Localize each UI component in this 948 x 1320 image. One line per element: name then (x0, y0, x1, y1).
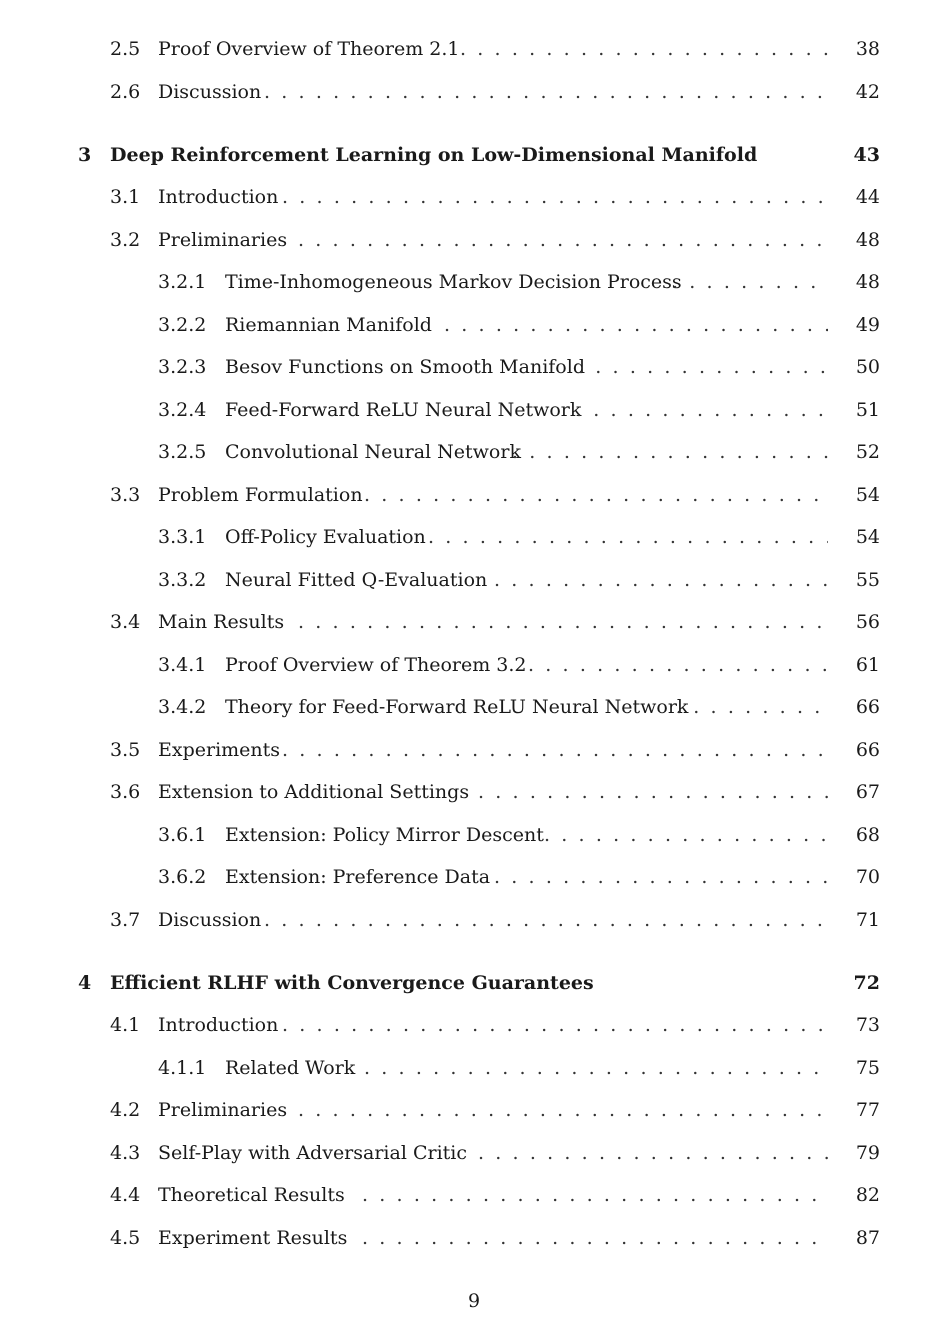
toc-number: 4.5 (110, 1227, 141, 1249)
toc-title: Experiments (158, 739, 281, 761)
toc-leader-dots (578, 352, 828, 382)
toc-entry-section[interactable] (0, 735, 948, 765)
toc-title: Preliminaries (158, 1099, 288, 1121)
toc-entry-section[interactable] (0, 1180, 948, 1210)
toc-page: 50 (855, 356, 880, 378)
toc-leader-dots (528, 650, 828, 680)
toc-leader-dots (428, 522, 828, 552)
toc-page: 75 (855, 1057, 880, 1079)
toc-title: Neural Fitted Q-Evaluation (225, 569, 488, 591)
toc-page: 66 (855, 739, 880, 761)
toc-number: 3.5 (110, 739, 141, 761)
toc-page: 82 (855, 1184, 880, 1206)
toc-leader-dots (444, 310, 828, 340)
toc-page: 54 (855, 526, 880, 548)
toc-page: 42 (855, 81, 880, 103)
toc-number: 2.6 (110, 81, 141, 103)
toc-entry-chapter[interactable] (0, 140, 948, 170)
toc-entry-subsection[interactable] (0, 522, 948, 552)
toc-number: 3.4.2 (158, 696, 207, 718)
toc-chapter-number: 4 (78, 972, 92, 994)
toc-entry-section[interactable] (0, 1138, 948, 1168)
toc-page: 38 (855, 38, 880, 60)
toc-title: Riemannian Manifold (225, 314, 432, 336)
toc-leader-dots (282, 735, 828, 765)
toc-title: Theoretical Results (158, 1184, 345, 1206)
toc-leader-dots (494, 862, 828, 892)
toc-page: 43 (853, 144, 880, 166)
toc-title: Besov Functions on Smooth Manifold (225, 356, 585, 378)
toc-title: Extension: Policy Mirror Descent (225, 824, 544, 846)
toc-entry-subsection[interactable] (0, 820, 948, 850)
toc-entry-section[interactable] (0, 777, 948, 807)
toc-number: 3.1 (110, 186, 141, 208)
toc-entry-section[interactable] (0, 77, 948, 107)
toc-number: 4.4 (110, 1184, 141, 1206)
toc-entry-subsection[interactable] (0, 267, 948, 297)
toc-leader-dots (478, 777, 828, 807)
toc-title: Proof Overview of Theorem 3.2 (225, 654, 527, 676)
toc-entry-subsection[interactable] (0, 395, 948, 425)
toc-title: Experiment Results (158, 1227, 348, 1249)
toc-number: 2.5 (110, 38, 141, 60)
toc-leader-dots (282, 1010, 828, 1040)
toc-page: 70 (855, 866, 880, 888)
toc-number: 3.4.1 (158, 654, 207, 676)
toc-page: 68 (855, 824, 880, 846)
toc-entry-section[interactable] (0, 182, 948, 212)
toc-entry-section[interactable] (0, 607, 948, 637)
toc-number: 4.3 (110, 1142, 141, 1164)
toc-entry-chapter[interactable] (0, 968, 948, 998)
toc-entry-section[interactable] (0, 225, 948, 255)
toc-entry-subsection[interactable] (0, 352, 948, 382)
toc-leader-dots (364, 480, 828, 510)
toc-entry-subsection[interactable] (0, 692, 948, 722)
toc-title: Feed-Forward ReLU Neural Network (225, 399, 582, 421)
toc-chapter-title: Deep Reinforcement Learning on Low-Dimensional Manifold (110, 144, 758, 166)
toc-title: Theory for Feed-Forward ReLU Neural Network (225, 696, 689, 718)
toc-chapter-number: 3 (78, 144, 92, 166)
toc-leader-dots (676, 692, 828, 722)
toc-leader-dots (264, 905, 828, 935)
toc-title: Convolutional Neural Network (225, 441, 521, 463)
toc-number: 3.2.1 (158, 271, 207, 293)
toc-page: 56 (855, 611, 880, 633)
toc-leader-dots (460, 34, 828, 64)
toc-page: 72 (853, 972, 880, 994)
toc-leader-dots (672, 267, 828, 297)
toc-title: Proof Overview of Theorem 2.1 (158, 38, 460, 60)
toc-number: 4.2 (110, 1099, 141, 1121)
toc-page: 51 (855, 399, 880, 421)
toc-leader-dots (282, 182, 828, 212)
toc-title: Time-Inhomogeneous Markov Decision Process (225, 271, 682, 293)
toc-leader-dots (512, 437, 828, 467)
toc-title: Introduction (158, 186, 279, 208)
toc-entry-subsection[interactable] (0, 1053, 948, 1083)
toc-page: 73 (855, 1014, 880, 1036)
toc-entry-subsection[interactable] (0, 310, 948, 340)
toc-entry-subsection[interactable] (0, 437, 948, 467)
toc-number: 3.2.3 (158, 356, 207, 378)
toc-number: 3.3.1 (158, 526, 207, 548)
toc-entry-section[interactable] (0, 34, 948, 64)
toc-number: 3.6.1 (158, 824, 207, 846)
toc-leader-dots (298, 1095, 828, 1125)
toc-page: 48 (855, 271, 880, 293)
toc-chapter-title: Efficient RLHF with Convergence Guarantees (110, 972, 594, 994)
toc-number: 4.1 (110, 1014, 141, 1036)
toc-entry-section[interactable] (0, 480, 948, 510)
toc-entry-section[interactable] (0, 1223, 948, 1253)
toc-number: 3.2.2 (158, 314, 207, 336)
toc-number: 3.2.5 (158, 441, 207, 463)
toc-entry-subsection[interactable] (0, 650, 948, 680)
toc-number: 3.2 (110, 229, 141, 251)
toc-leader-dots (494, 565, 828, 595)
toc-leader-dots (544, 820, 828, 850)
toc-page: 79 (855, 1142, 880, 1164)
toc-title: Extension to Additional Settings (158, 781, 470, 803)
toc-number: 3.2.4 (158, 399, 207, 421)
toc-number: 3.6 (110, 781, 141, 803)
toc-page: 67 (855, 781, 880, 803)
page-number: 9 (467, 1290, 481, 1312)
toc-title: Preliminaries (158, 229, 288, 251)
toc-entry-subsection[interactable] (0, 862, 948, 892)
toc-entry-subsection[interactable] (0, 565, 948, 595)
toc-page: 77 (855, 1099, 880, 1121)
toc-page: 87 (855, 1227, 880, 1249)
toc-page: 55 (855, 569, 880, 591)
toc-title: Off-Policy Evaluation (225, 526, 426, 548)
toc-number: 3.7 (110, 909, 141, 931)
toc-title: Main Results (158, 611, 285, 633)
toc-leader-dots (576, 395, 828, 425)
toc-number: 3.3.2 (158, 569, 207, 591)
toc-title: Problem Formulation (158, 484, 363, 506)
toc-leader-dots (298, 225, 828, 255)
toc-entry-section[interactable] (0, 1095, 948, 1125)
toc-leader-dots (362, 1180, 828, 1210)
toc-title: Introduction (158, 1014, 279, 1036)
toc-entry-section[interactable] (0, 1010, 948, 1040)
toc-number: 4.1.1 (158, 1057, 207, 1079)
toc-leader-dots (298, 607, 828, 637)
toc-page: 54 (855, 484, 880, 506)
toc-page: 52 (855, 441, 880, 463)
toc-title: Extension: Preference Data (225, 866, 491, 888)
toc-page: 48 (855, 229, 880, 251)
toc-title: Discussion (158, 81, 262, 103)
toc-leader-dots (478, 1138, 828, 1168)
toc-title: Self-Play with Adversarial Critic (158, 1142, 468, 1164)
toc-number: 3.3 (110, 484, 141, 506)
toc-entry-section[interactable] (0, 905, 948, 935)
toc-leader-dots (264, 77, 828, 107)
toc-number: 3.4 (110, 611, 141, 633)
toc-leader-dots (362, 1223, 828, 1253)
toc-page: 71 (855, 909, 880, 931)
toc-title: Related Work (225, 1057, 356, 1079)
toc-number: 3.6.2 (158, 866, 207, 888)
toc-page: 61 (855, 654, 880, 676)
toc-page: 49 (855, 314, 880, 336)
toc-leader-dots (364, 1053, 828, 1083)
toc-title: Discussion (158, 909, 262, 931)
toc-page: 44 (855, 186, 880, 208)
toc-page: 66 (855, 696, 880, 718)
